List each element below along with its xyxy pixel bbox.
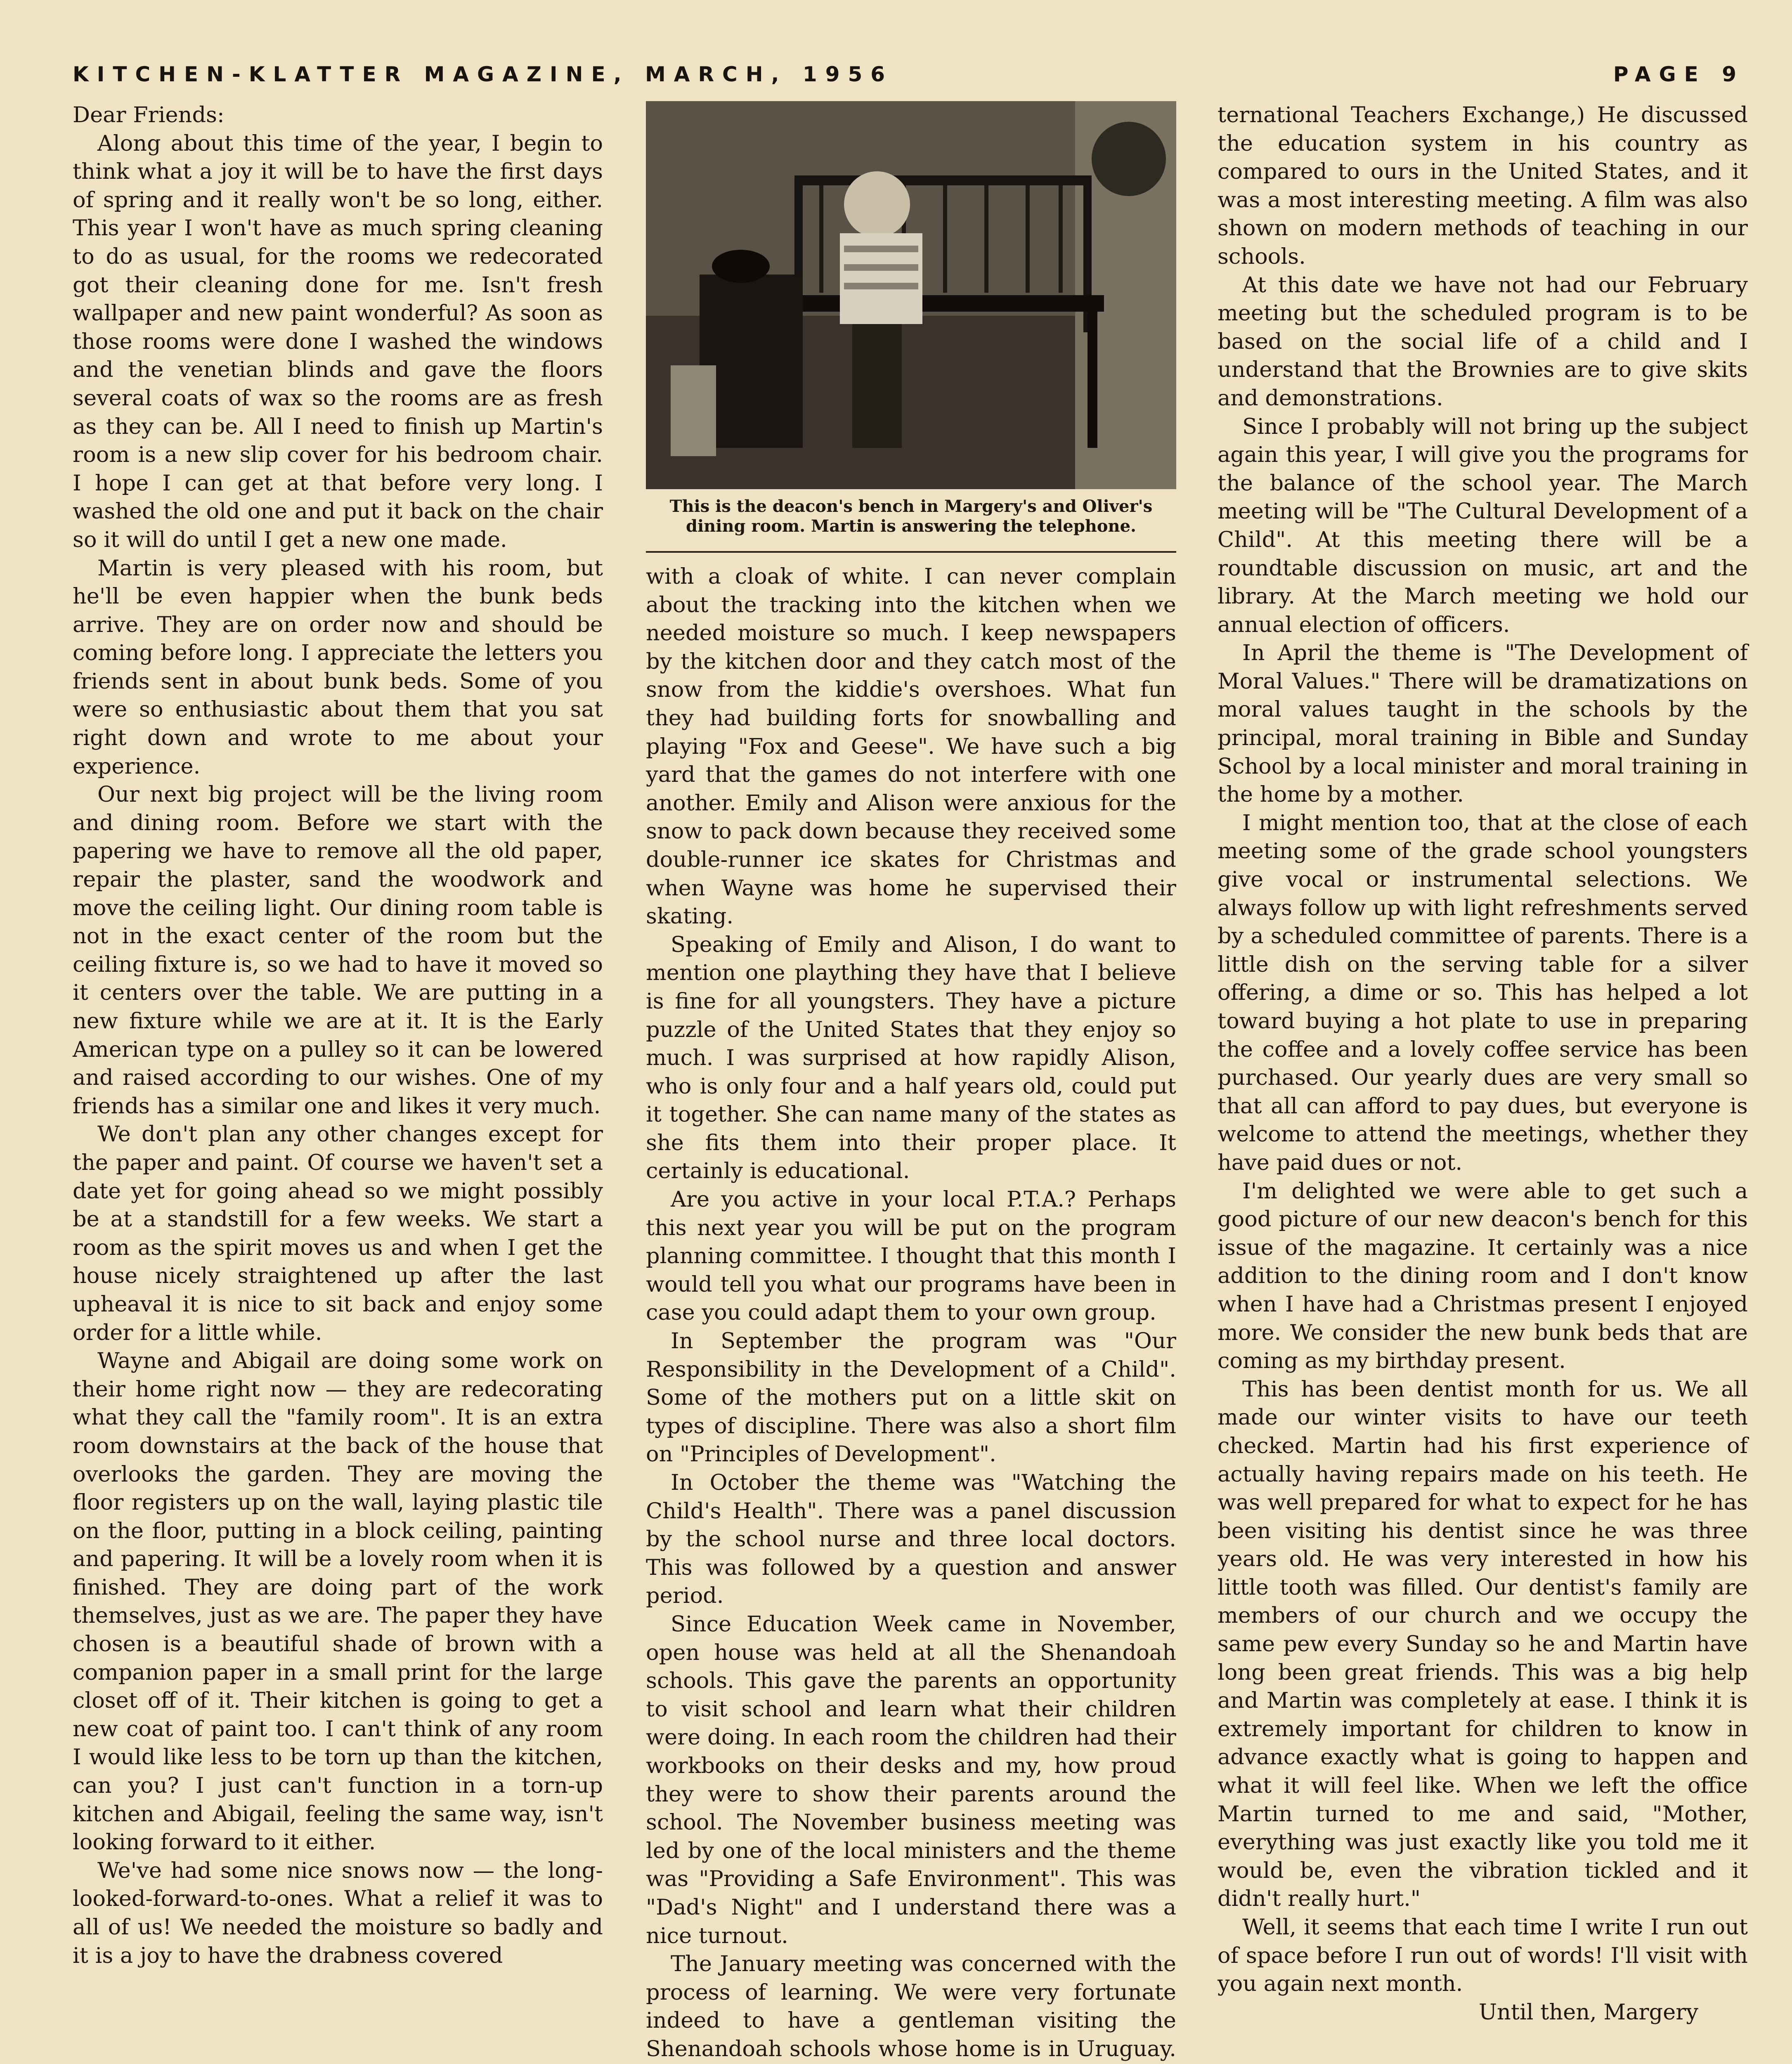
paragraph: We've had some nice snows now — the long-looked-forward-to-ones. What a relief it was to all of us! We needed the moisture so badly and it is a joy to have the drabness covered [73, 1858, 603, 1968]
paragraph: ternational Teachers Exchange,) He discussed the education system in his country as compared to ours in the United States, and it was a most interesting meeting. A film was also shown on modern methods of teaching in our schools. [1218, 102, 1748, 269]
paragraph: Our next big project will be the living room and dining room. Before we start with the papering we have to remove all the old paper, repair the plaster, sand the woodwork and move the ceiling light. Our dining room table is not in the exact center of the room but the ceiling fixture is, so we had to have it moved so it centers over the table. We are putting in a new fixture while we are at it. It is the Early American type on a pulley so it can be lowered and raised according to our wishes. One of my friends has a similar one and likes it very much. [73, 782, 603, 1119]
paragraph: The January meeting was concerned with the process of learning. We were very fortunate indeed to have a gentleman visiting the Shenandoah schools whose home is in Uruguay. [646, 1951, 1176, 2062]
paragraph: Since I probably will not bring up the subject again this year, I will give you the programs for the balance of the school year. The March meeting will be "The Cultural Development of a Child". At this meeting there will be a roundtable discussion on music, art and the library. At the March meeting we hold our annual election of officers. [1218, 414, 1748, 637]
paragraph: Well, it seems that each time I write I run out of space before I run out of words! I'll visit with you again next month. [1218, 1915, 1748, 1997]
column-1 [73, 101, 603, 1970]
page-number: PAGE 9 [1613, 62, 1745, 86]
paragraph: Speaking of Emily and Alison, I do want to mention one plaything they have that I believe is fine for all youngsters. They have a picture puzzle of the United States that they enjoy so much. I was surprised at how rapidly Alison, who is only four and a half years old, could put it together. She can name many of the states as she fits them into their proper place. It certainly is educational. [646, 932, 1176, 1184]
paragraph: Martin is very pleased with his room, but he'll be even happier when the bunk beds arrive. They are on order now and should be coming before long. I appreciate the letters you friends sent in about bunk beds. Some of you were so enthusiastic about them that you sat right down and wrote to me about your experience. [73, 555, 603, 779]
paragraph: Wayne and Abigail are doing some work on their home right now — they are redecorating what they call the "family room". It is an extra room downstairs at the back of the house that overlooks the garden. They are moving the floor registers up on the wall, laying plastic tile on the floor, putting in a block ceiling, painting and papering. It will be a lovely room when it is finished. They are doing part of the work themselves, just as we are. The paper they have chosen is a beautiful shade of brown with a companion paper in a small print for the large closet off of it. Their kitchen is going to get a new coat of paint too. I can't think of any room I would like less to be torn up than the kitchen, can you? I just can't function in a torn-up kitchen and Abigail, feeling the same way, isn't looking forward to it either. [73, 1348, 603, 1855]
paragraph: Are you active in your local P.T.A.? Perhaps this next year you will be put on the program planning committee. I thought that this month I would tell you what our programs have been in case you could adapt them to your own group. [646, 1187, 1176, 1326]
paragraph: Along about this time of the year, I begin to think what a joy it will be to have the first days of spring and it really won't be so long, either. This year I won't have as much spring cleaning to do as usual, for the rooms we redecorated got their cleaning done for me. Isn't fresh wallpaper and new paint wonderful? As soon as those rooms were done I washed the windows and the venetian blinds and gave the floors several coats of wax so the rooms are as fresh as they can be. All I need to finish up Martin's room is a new slip cover for his bedroom chair. I hope I can get at that before very long. I washed the old one and put it back on the chair so it will do until I get a new one made. [73, 130, 603, 552]
photo-illustration [646, 101, 1176, 489]
column-3 [1218, 101, 1748, 2026]
paragraph: At this date we have not had our February meeting but the scheduled program is to be based on the social life of a child and I understand that the Brownies are to give skits and demonstrations. [1218, 272, 1748, 411]
paragraph: I might mention too, that at the close of each meeting some of the grade school youngsters give vocal or instrumental selections. We always follow up with light refreshments served by a scheduled committee of parents. There is a little dish on the serving table for a silver offering, a dime or so. This has helped a lot toward buying a hot plate to use in preparing the coffee and a lovely coffee service has been purchased. Our yearly dues are very small so that all can afford to pay dues, but everyone is welcome to attend the meetings, whether they have paid dues or not. [1218, 810, 1748, 1175]
paragraph: with a cloak of white. I can never complain about the tracking into the kitchen when we needed moisture so much. I keep newspapers by the kitchen door and they catch most of the snow from the kiddie's overshoes. What fun they had building forts for snowballing and playing "Fox and Geese". We have such a big yard that the games do not interfere with one another. Emily and Alison were anxious for the snow to pack down because they received some double-runner ice skates for Christmas and when Wayne was home he supervised their skating. [646, 564, 1176, 929]
signature: Until then, Margery [1478, 1999, 1698, 2025]
paragraph: We don't plan any other changes except for the paper and paint. Of course we haven't set a date yet for going ahead so we might possibly be at a standstill for a few weeks. We start a room as the spirit moves us and when I get the house nicely straightened up after the last upheaval it is nice to sit back and enjoy some order for a little while. [73, 1122, 603, 1345]
paragraph: This has been dentist month for us. We all made our winter visits to have our teeth checked. Martin had his first experience of actually having repairs made on his teeth. He was well prepared for what to expect for he has been visiting his dentist since he was three years old. He was very interested in how his little tooth was filled. Our dentist's family are members of our church and we occupy the same pew every Sunday so he and Martin have long been great friends. This was a big help and Martin was completely at ease. I think it is extremely important for children to know in advance exactly what is going to happen and what it will feel like. When we left the office Martin turned to me and said, "Mother, everything was just exactly like you told me it would be, even the vibration tickled and it didn't really hurt." [1218, 1376, 1748, 1912]
paragraph: In October the theme was "Watching the Child's Health". There was a panel discussion by the school nurse and three local doctors. This was followed by a question and answer period. [646, 1470, 1176, 1609]
page-header [73, 58, 1745, 91]
salutation: Dear Friends: [73, 102, 225, 128]
paragraph: Since Education Week came in November, open house was held at all the Shenandoah schools. This gave the parents an opportunity to visit school and learn what their children were doing. In each room the children had their workbooks on their desks and my, how proud they were to show their parents around the school. The November business meeting was led by one of the local ministers and the theme was "Providing a Safe Environment". This was "Dad's Night" and I understand there was a nice turnout. [646, 1611, 1176, 1948]
column-2 [646, 101, 1176, 2064]
paragraph: I'm delighted we were able to get such a good picture of our new deacon's bench for this issue of the magazine. It certainly was a nice addition to the dining room and I don't know when I have had a Christmas present I enjoyed more. We consider the new bunk beds that are coming as my birthday present. [1218, 1178, 1748, 1374]
masthead: KITCHEN-KLATTER MAGAZINE, MARCH, 1956 [73, 62, 894, 86]
photo [646, 101, 1176, 489]
paragraph: In September the program was "Our Responsibility in the Development of a Child". Some of the mothers put on a little skit on types of discipline. There was also a short film on "Principles of Development". [646, 1328, 1176, 1467]
photo-caption: This is the deacon's bench in Margery's and Oliver's dining room. Martin is answering the telephone. [646, 497, 1176, 553]
paragraph: In April the theme is "The Development of Moral Values." There will be dramatizations on moral values taught in the schools by the principal, moral training in Bible and Sunday School by a local minister and moral training in the home by a mother. [1218, 640, 1748, 807]
